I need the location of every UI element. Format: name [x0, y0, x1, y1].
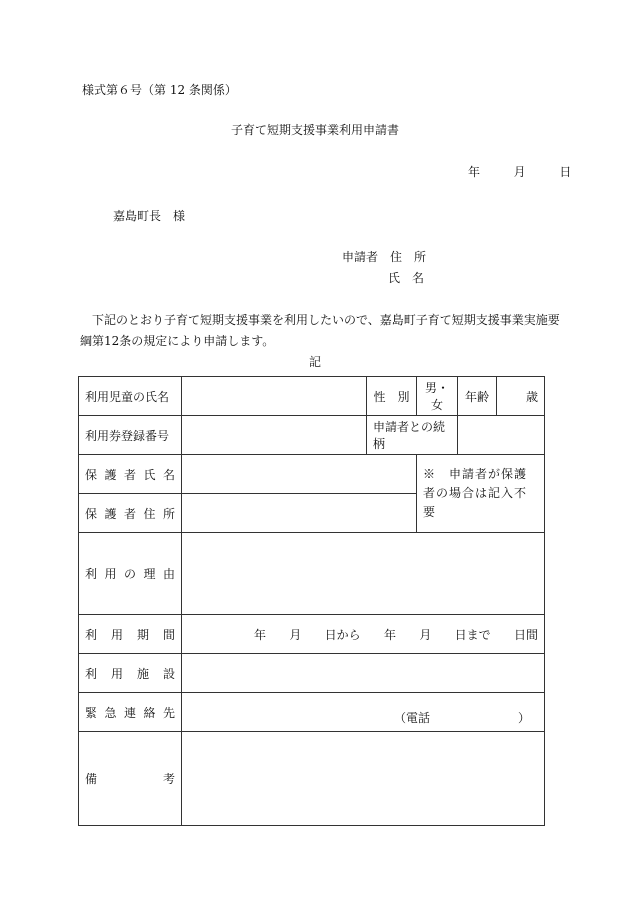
label-char: 者: [123, 506, 136, 521]
period-part: 年: [383, 627, 396, 642]
phone-open: （電話: [394, 711, 431, 725]
label-char: 用: [104, 567, 117, 581]
period-label: [79, 615, 182, 654]
child-name-label: 利用児童の氏名: [79, 377, 182, 416]
voucher-label: 利用券登録番号: [79, 416, 182, 455]
label-char: 所: [162, 506, 175, 521]
reason-field[interactable]: [182, 533, 545, 615]
date-month: 月: [513, 165, 526, 179]
label-char: 由: [162, 567, 175, 581]
label-char: 利: [85, 627, 98, 642]
label-char: 護: [104, 506, 117, 521]
period-part: 月: [419, 627, 432, 642]
label-char: 連: [123, 705, 136, 720]
body-text: 下記のとおり子育て短期支援事業を利用したいので、嘉島町子育て短期支援事業実施要綱第12条の規定により申請します。: [80, 313, 560, 348]
period-part: 月: [289, 627, 302, 642]
label-char: 保: [85, 467, 98, 482]
relation-field[interactable]: [458, 416, 545, 455]
addressee: 嘉島町長 様: [113, 209, 186, 223]
label-char: 護: [104, 467, 117, 482]
guardian-name-field[interactable]: [182, 455, 417, 494]
label-char: 利: [85, 567, 98, 581]
applicant-address-label: 申請者 住 所: [342, 250, 427, 264]
label-char: の: [123, 567, 136, 581]
emergency-field[interactable]: [182, 693, 545, 732]
label-char: 用: [110, 666, 123, 681]
guardian-note: ※ 申請者が保護者の場合は記入不要: [417, 455, 545, 533]
label-char: 利: [85, 666, 98, 681]
table-row: [79, 416, 545, 455]
table-row: [79, 455, 545, 494]
table-row: [79, 615, 545, 654]
facility-label: [79, 654, 182, 693]
table-row: [79, 732, 545, 826]
table-row: [79, 654, 545, 693]
label-char: 氏: [143, 467, 156, 482]
date-year: 年: [468, 165, 481, 179]
period-field[interactable]: [182, 615, 545, 654]
period-part: 日間: [513, 627, 538, 642]
period-part: 日から: [324, 627, 361, 642]
label-char: 考: [162, 772, 175, 786]
emergency-label: [79, 693, 182, 732]
document-title: 子育て短期支援事業利用申請書: [230, 123, 399, 137]
application-table: [78, 376, 545, 826]
label-char: 設: [162, 666, 175, 681]
guardian-address-field[interactable]: [182, 494, 417, 533]
date-day: 日: [559, 165, 572, 179]
label-char: 名: [162, 467, 175, 482]
period-part: 年: [254, 627, 267, 642]
label-char: 者: [123, 467, 136, 482]
date-line: [468, 163, 571, 180]
gender-value[interactable]: 男・女: [417, 377, 458, 416]
age-field[interactable]: 歳: [497, 377, 545, 416]
relation-label: 申請者との続柄: [367, 416, 458, 455]
label-char: 間: [162, 627, 175, 642]
label-char: 先: [162, 705, 175, 720]
form-number: 様式第６号（第 12 条関係）: [82, 83, 237, 97]
phone-close: ）: [517, 711, 530, 725]
label-char: 用: [110, 627, 123, 642]
voucher-field[interactable]: [182, 416, 367, 455]
gender-label: 性 別: [367, 377, 417, 416]
child-name-field[interactable]: [182, 377, 367, 416]
label-char: 備: [85, 772, 98, 786]
remarks-label: [79, 732, 182, 826]
table-row: [79, 693, 545, 732]
applicant-name-label: 氏 名: [388, 271, 425, 285]
remarks-field[interactable]: [182, 732, 545, 826]
label-char: 急: [104, 705, 117, 720]
label-char: 施: [136, 666, 149, 681]
label-char: 保: [85, 506, 98, 521]
label-char: 絡: [143, 705, 156, 720]
period-part: 日まで: [454, 627, 491, 642]
reason-label: [79, 533, 182, 615]
facility-field[interactable]: [182, 654, 545, 693]
table-row: [79, 533, 545, 615]
age-label: 年齢: [458, 377, 497, 416]
label-char: 期: [136, 627, 149, 642]
guardian-name-label: [79, 455, 182, 494]
label-char: 緊: [85, 705, 98, 720]
label-char: 住: [143, 506, 156, 521]
label-char: 理: [143, 567, 156, 581]
ki-heading: 記: [308, 355, 321, 369]
guardian-address-label: [79, 494, 182, 533]
table-row: [79, 377, 545, 416]
